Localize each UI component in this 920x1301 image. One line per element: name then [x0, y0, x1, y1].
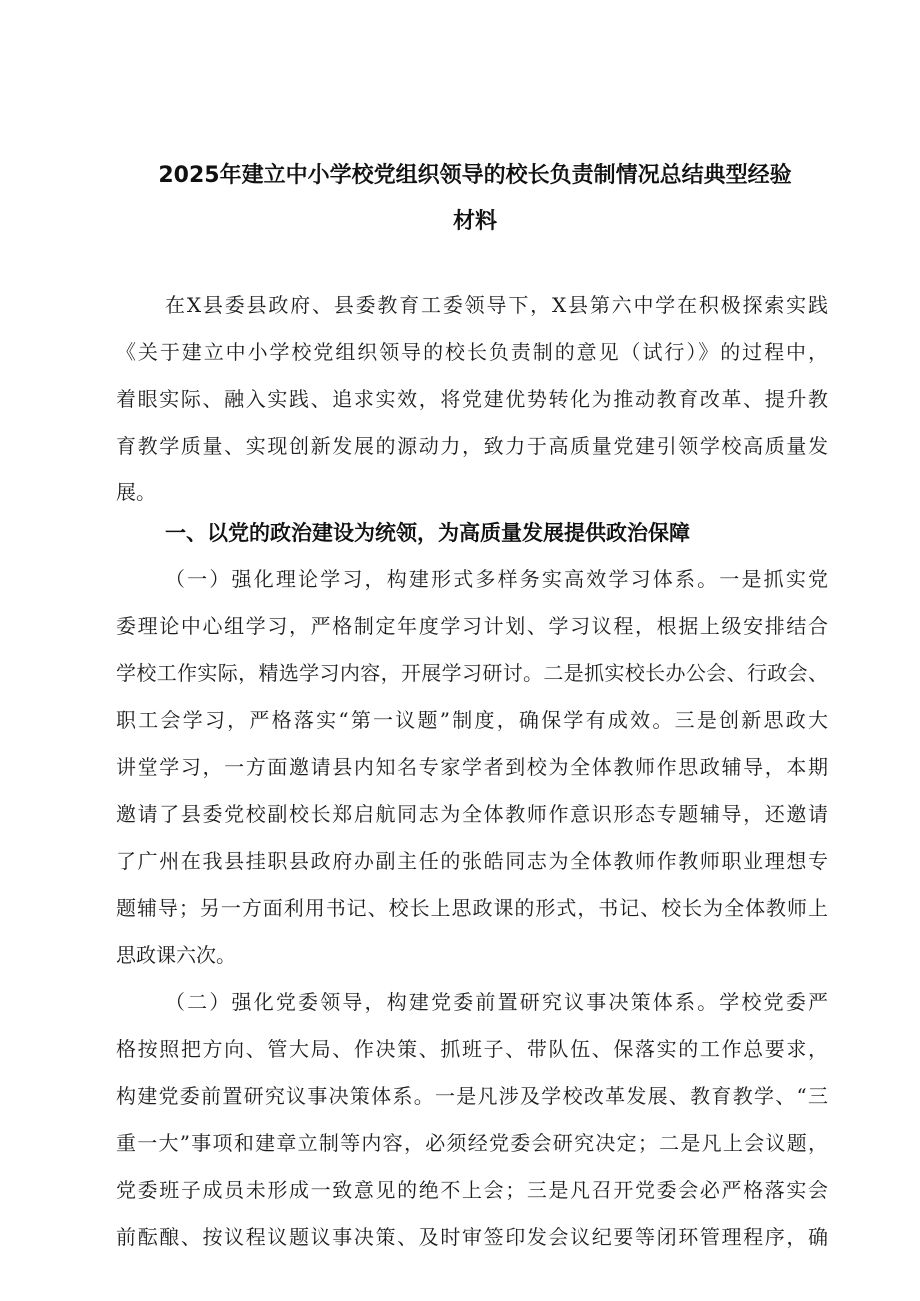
paragraph-line: 讲堂学习，一方面邀请县内知名专家学者到校为全体教师作思政辅导，本期	[116, 755, 828, 779]
intro-line: 育教学质量、实现创新发展的源动力，致力于高质量党建引领学校高质量发	[116, 434, 828, 458]
paragraph-line: 思政课六次。	[116, 943, 236, 967]
paragraph-line: 委理论中心组学习，严格制定年度学习计划、学习议程，根据上级安排结合	[116, 614, 828, 638]
paragraph-line: 格按照把方向、管大局、作决策、抓班子、带队伍、保落实的工作总要求，	[116, 1037, 828, 1061]
paragraph-line: 了广州在我县挂职县政府办副主任的张皓同志为全体教师作教师职业理想专	[116, 849, 828, 873]
intro-line: 着眼实际、融入实践、追求实效，将党建优势转化为推动教育改革、提升教	[116, 387, 828, 411]
document-title-line-1: 2025年建立中小学校党组织领导的校长负责制情况总结典型经验	[158, 163, 792, 188]
paragraph-line: （一）强化理论学习，构建形式多样务实高效学习体系。一是抓实党	[165, 567, 828, 591]
paragraph-line: 党委班子成员未形成一致意见的绝不上会；三是凡召开党委会必严格落实会	[116, 1178, 828, 1202]
paragraph-line: 前酝酿、按议程议题议事决策、及时审签印发会议纪要等闭环管理程序，确	[116, 1225, 828, 1249]
intro-line: 在X县委县政府、县委教育工委领导下，X县第六中学在积极探索实践	[165, 293, 828, 317]
paragraph-line: 重一大”事项和建章立制等内容，必须经党委会研究决定；二是凡上会议题，	[116, 1131, 828, 1155]
document-title-line-2: 材料	[452, 209, 497, 234]
paragraph-line: （二）强化党委领导，构建党委前置研究议事决策体系。学校党委严	[165, 990, 828, 1014]
paragraph-line: 题辅导；另一方面利用书记、校长上思政课的形式，书记、校长为全体教师上	[116, 896, 828, 920]
paragraph-line: 职工会学习，严格落实“第一议题”制度，确保学有成效。三是创新思政大	[116, 708, 828, 732]
section-heading: 一、以党的政治建设为统领，为高质量发展提供政治保障	[165, 521, 690, 545]
paragraph-line: 邀请了县委党校副校长郑启航同志为全体教师作意识形态专题辅导，还邀请	[116, 802, 828, 826]
intro-line: 展。	[116, 480, 156, 504]
paragraph-line: 构建党委前置研究议事决策体系。一是凡涉及学校改革发展、教育教学、“三	[116, 1084, 828, 1108]
paragraph-line: 学校工作实际，精选学习内容，开展学习研讨。二是抓实校长办公会、行政会、	[116, 661, 828, 685]
intro-line: 《关于建立中小学校党组织领导的校长负责制的意见（试行）》的过程中，	[116, 340, 828, 364]
